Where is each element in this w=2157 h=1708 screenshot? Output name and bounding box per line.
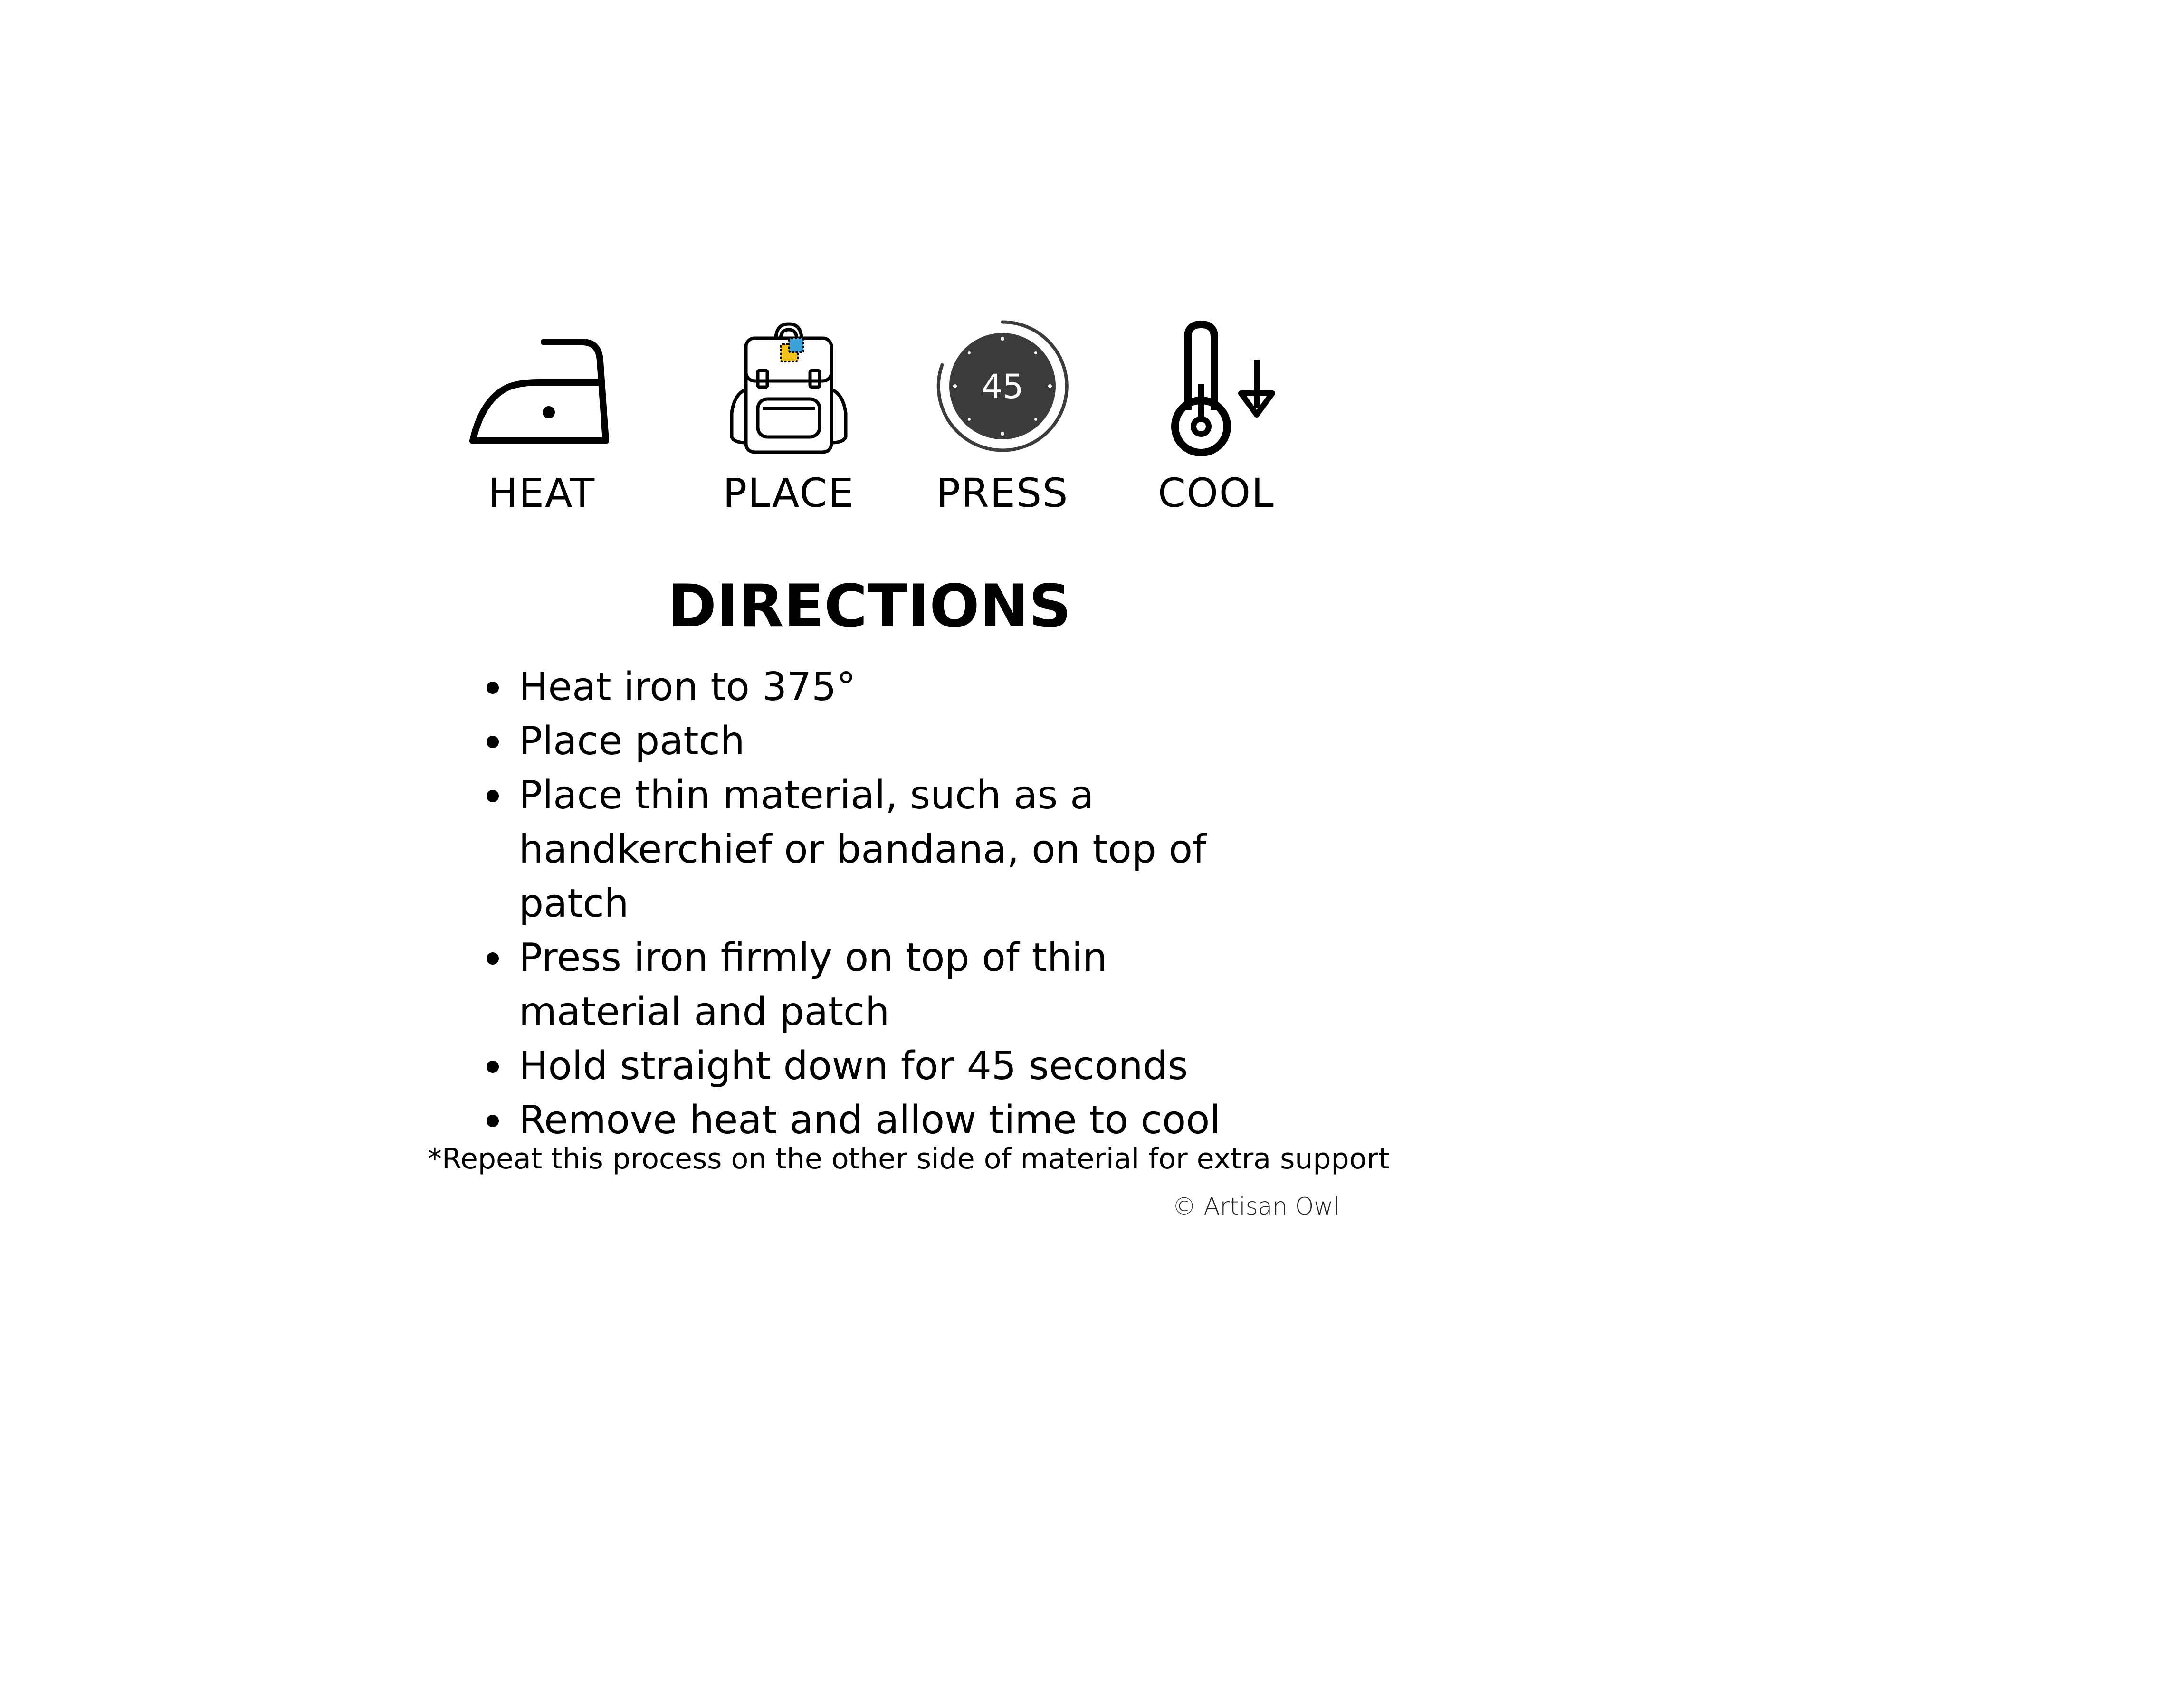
copyright: © Artisan Owl [1172, 1193, 1340, 1220]
list-item: Place patch [481, 714, 1336, 769]
list-item: Press iron firmly on top of thin material and patch [481, 931, 1250, 1039]
step-label-place: PLACE [723, 470, 855, 516]
directions-list [481, 660, 1336, 1148]
directions-title: DIRECTIONS [668, 572, 1071, 641]
list-item: Remove heat and allow time to cool [481, 1093, 1336, 1148]
list-item: Hold straight down for 45 seconds [481, 1039, 1336, 1093]
step-label-heat: HEAT [487, 470, 596, 516]
step-label-cool: COOL [1158, 470, 1275, 516]
iron-icon [463, 328, 615, 451]
footnote: *Repeat this process on the other side of material for extra support [428, 1142, 1390, 1176]
step-label-press: PRESS [936, 470, 1069, 516]
list-item: Place thin material, such as a handkerchief or bandana, on top of patch [481, 769, 1298, 931]
timer-45-icon [934, 317, 1071, 455]
backpack-patch-icon [725, 318, 853, 456]
timer-value: 45 [981, 367, 1024, 406]
thermometer-down-icon [1159, 317, 1283, 460]
list-item: Heat iron to 375° [481, 660, 1336, 714]
